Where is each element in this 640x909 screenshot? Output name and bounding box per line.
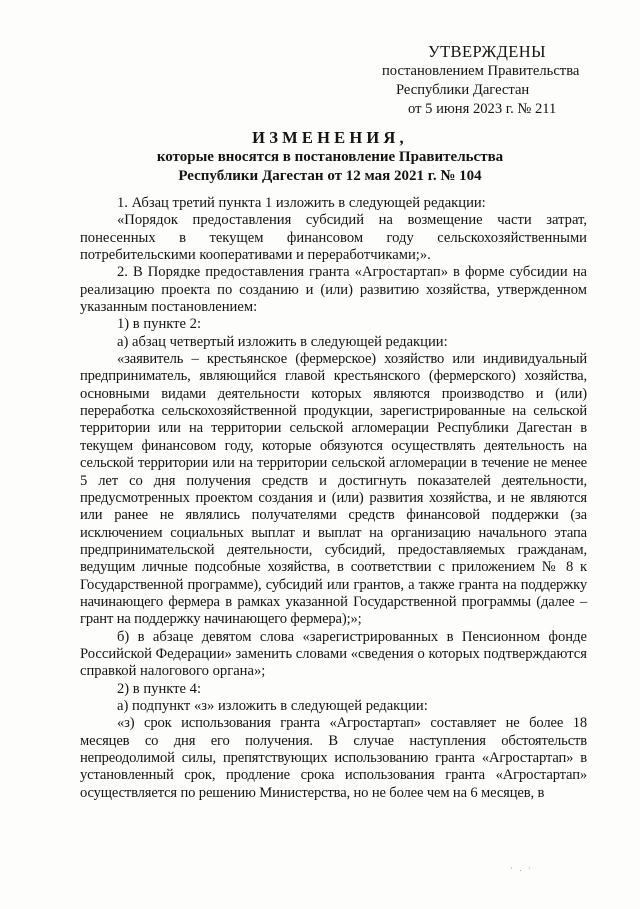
approval-line-authority: постановлением Правительства bbox=[382, 63, 580, 79]
paragraph: 1. Абзац третий пункта 1 изложить в следующей редакции: bbox=[117, 195, 486, 211]
approval-line-date: от 5 июня 2023 г. № 211 bbox=[408, 101, 557, 117]
title-heading: ИЗМЕНЕНИЯ, bbox=[252, 128, 408, 147]
title-subtitle-line2: Республики Дагестан от 12 мая 2021 г. № 104 bbox=[178, 168, 482, 184]
paragraph: 1) в пункте 2: bbox=[117, 316, 202, 333]
approval-line-republic: Республики Дагестан bbox=[396, 82, 530, 98]
paragraph: а) подпункт «з» изложить в следующей редакции: bbox=[117, 697, 428, 714]
approval-heading: УТВЕРЖДЕНЫ bbox=[428, 42, 546, 61]
document-body bbox=[80, 195, 587, 802]
paragraph: 2) в пункте 4: bbox=[117, 680, 202, 697]
approval-stamp bbox=[382, 42, 612, 119]
paragraph: б) в абзаце девятом слова «зарегистрированных в Пенсионном фонде Российской Федерации» заменить словами «сведения о которых подтверждаются справкой налогового органа»; bbox=[80, 628, 587, 680]
document-title bbox=[60, 128, 600, 186]
paragraph: а) абзац четвертый изложить в следующей редакции: bbox=[117, 333, 448, 350]
paragraph: «заявитель – крестьянское (фермерское) хозяйство или индивидуальный предприниматель, являющийся главой крестьянского (фермерского) хозяйства, основными видами деятельности которых являются производство и (или) переработка сельскохозяйственной продукции, зарегистрированные на сельской территории или на территории сельской агломерации Республики Дагестан в текущем финансовом году, которые обязуются осуществлять деятельность на сельской территории или на территории сельской агломерации в течение не менее 5 лет со дня получения средств и достигнуть показателей деятельности, предусмотренных проектом создания и (или) развития хозяйства, и не являются или ранее не являлись получателями средств финансовой поддержки (за исключением социальных выплат и выплат на организацию начального этапа предпринимательской деятельности, субсидий, предоставляемых гражданам, ведущим личные подсобные хозяйства, в соответствии с приложением № 8 к Государственной программе), субсидий или грантов, а также гранта на поддержку начинающего фермера в рамках указанной Государственной программы (далее – грант на поддержку начинающего фермера);»; bbox=[80, 351, 587, 628]
paragraph: 2. В Порядке предоставления гранта «Агростартап» в форме субсидии на реализацию проекта по созданию и (или) развитию хозяйства, утвержденном указанным постановлением: bbox=[80, 264, 587, 316]
title-subtitle-line1: которые вносятся в постановление Правительства bbox=[156, 149, 504, 165]
scan-smudge: · . · bbox=[510, 863, 533, 873]
paragraph: «з) срок использования гранта «Агростартап» составляет не более 18 месяцев со дня его получения. В случае наступления обстоятельств непреодолимой силы, препятствующих использованию гранта «Агростартап» в установленный срок, продление срока использования гранта «Агростартап» осуществляется по решению Министерства, но не более чем на 6 месяцев, в bbox=[80, 715, 587, 801]
paragraph: «Порядок предоставления субсидий на возмещение части затрат, понесенных в текущем финансовом году сельскохозяйственными потребительскими кооперативами и переработчиками;». bbox=[80, 212, 587, 264]
